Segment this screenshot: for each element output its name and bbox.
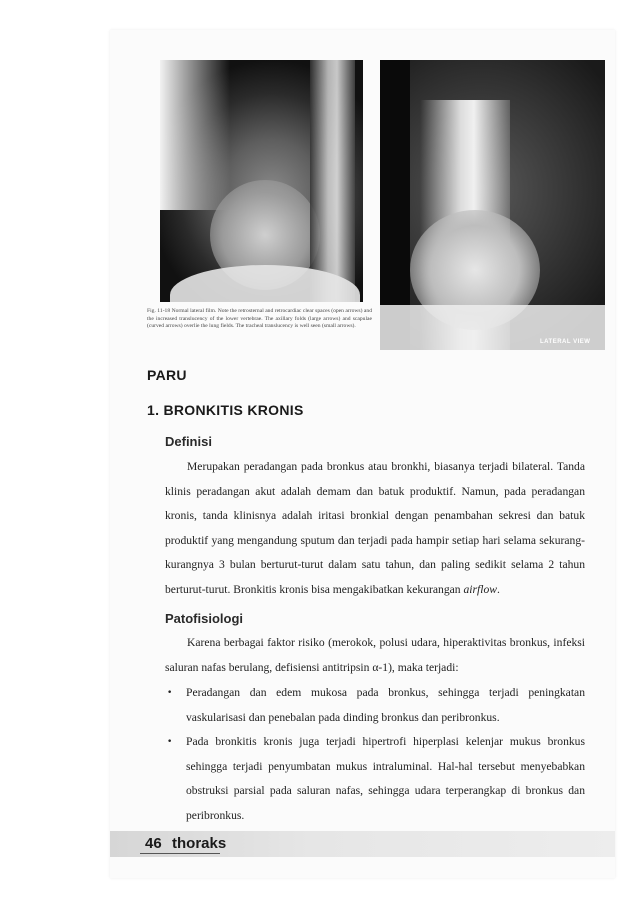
frontal-xray-image [380, 60, 605, 350]
patofisiologi-heading: Patofisiologi [165, 611, 243, 626]
patofisiologi-intro: Karena berbagai faktor risiko (merokok, polusi udara, hiperaktivitas bronkus, infeksi saluran nafas berulang, defisiensi antitripsin α-1), maka terjadi: [165, 636, 585, 674]
section-title: PARU [147, 367, 187, 383]
patofisiologi-list [165, 681, 585, 828]
definisi-paragraph [165, 455, 585, 602]
definisi-text: Merupakan peradangan pada bronkus atau bronkhi, biasanya terjadi bilateral. Tanda klinis peradangan akut adalah demam dan batuk produktif. Namun, pada peradangan kronis, tanda klinisnya adalah iritasi bronkial dengan penambahan sekresi dan batuk produktif yang mengandung sputum dan terjadi pada hampir setiap hari selama sekurang-kurangnya 3 bulan berturut-turut dalam satu tahun, dan paling sedikit selama 2 tahun berturut-turut. Bronkitis kronis bisa mengakibatkan kekurangan [165, 460, 585, 596]
bullet-icon: • [167, 688, 173, 698]
list-item-text: Peradangan dan edem mukosa pada bronkus, sehingga terjadi peningkatan vaskularisasi dan penebalan pada dinding bronkus dan peribronkus. [186, 686, 585, 724]
definisi-heading: Definisi [165, 434, 212, 449]
figure-caption: Fig. 11-18 Normal lateral film. Note the retrosternal and retrocardiac clear spaces (open arrows) and the increased translucency of the lower vertebrae. The axillary folds (large arrows) and scapulae (curved arrows) overlie the lung fields. The tracheal translucency is well seen (small arrows). [147, 308, 372, 330]
footer-underline [140, 853, 220, 854]
list-item-text: Pada bronkitis kronis juga terjadi hipertrofi hiperplasi kelenjar mukus bronkus sehingga terjadi penyumbatan mukus intraluminal. Hal-hal tersebut menyebabkan obstruksi parsial pada saluran nafas, sehingga udara terperangkap di bronkus dan peribronkus. [186, 735, 585, 822]
definisi-end: . [497, 582, 500, 596]
lateral-xray-image [160, 60, 363, 302]
bullet-icon: • [167, 737, 173, 747]
subsection-title: 1. BRONKITIS KRONIS [147, 402, 304, 418]
page-number: 46 [145, 835, 162, 852]
list-item [165, 730, 585, 828]
xray-view-label: LATERAL VIEW [540, 339, 591, 345]
definisi-italic-term: airflow [463, 582, 497, 596]
footer-section-name: thoraks [172, 835, 227, 852]
list-item [165, 681, 585, 730]
